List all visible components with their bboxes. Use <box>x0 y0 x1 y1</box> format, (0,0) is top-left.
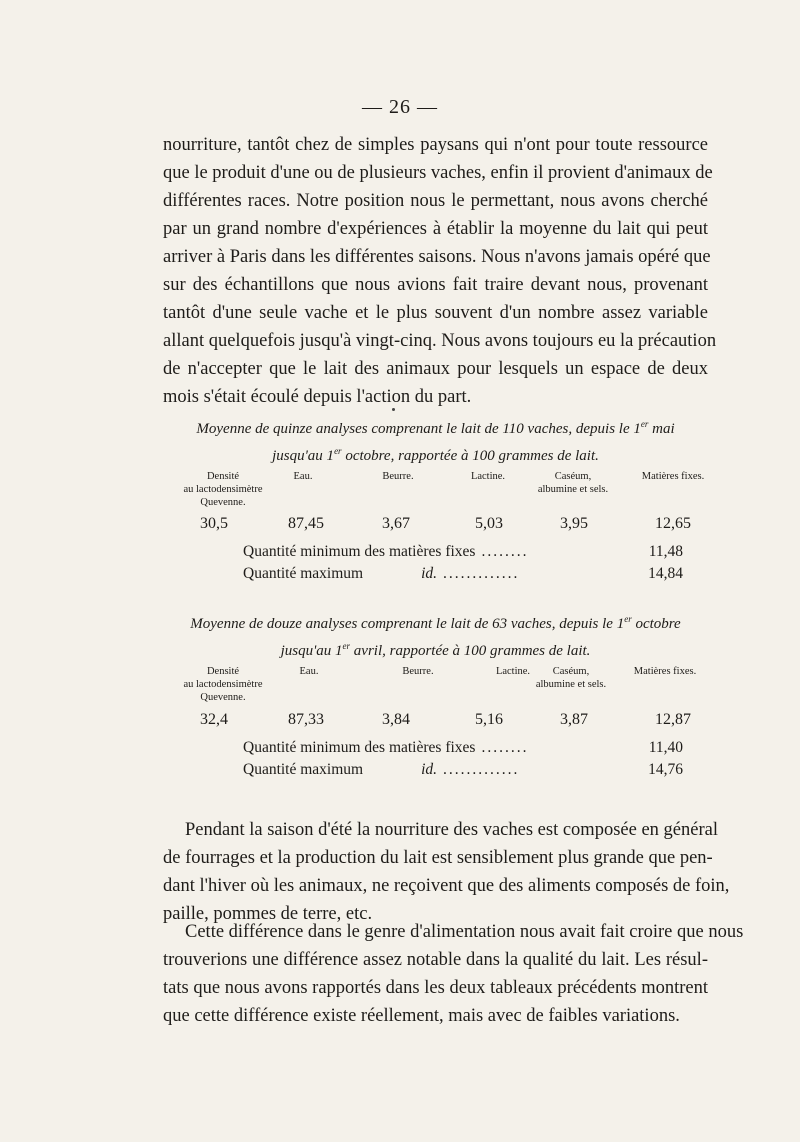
paragraph-intro <box>163 131 717 411</box>
column-header-caseum: Caséum, albumine et sels. <box>535 666 607 690</box>
column-header-caseum: Caséum, albumine et sels. <box>537 471 609 495</box>
text-line: de fourrages et la production du lait est sensiblement plus grande que pen- <box>163 848 713 868</box>
value-caseum: 3,87 <box>560 711 588 728</box>
table-2-summary <box>243 737 683 781</box>
text-line: Pendant la saison d'été la nourriture des vaches est composée en général <box>185 820 718 840</box>
text-line: allant quelquefois jusqu'à vingt-cinq. Nous avons toujours eu la précaution <box>163 331 717 351</box>
value-lactine: 5,16 <box>475 711 503 728</box>
text-line: Cette différence dans le genre d'alimentation nous avait fait croire que nous <box>185 922 744 942</box>
text-line: mois s'était écoulé depuis l'action du part. <box>163 387 472 407</box>
value-matieres: 12,87 <box>655 711 691 728</box>
value-eau: 87,33 <box>288 711 324 728</box>
column-header-eau: Eau. <box>299 666 319 677</box>
value-lactine: 5,03 <box>475 515 503 532</box>
value-densite: 30,5 <box>200 515 228 532</box>
text-line: trouverions une différence assez notable dans la qualité du lait. Les résul- <box>163 950 708 970</box>
text-line: arriver à Paris dans les différentes saisons. Nous n'avons jamais opéré que <box>163 247 711 267</box>
column-header-lactine: Lactine. <box>470 471 506 482</box>
text-line: dant l'hiver où les animaux, ne reçoivent que des aliments composés de foin, <box>163 876 730 896</box>
summary-min-row: Quantité minimum des matières fixes ........ 11,48 <box>243 543 683 560</box>
column-header-matieres: Matières fixes. <box>641 471 705 482</box>
column-header-eau: Eau. <box>293 471 313 482</box>
text-line: nourriture, tantôt chez de simples paysans qui n'ont pour toute ressource <box>163 135 708 155</box>
summary-max-row: Quantité maximum id. ............. 14,76 <box>243 761 683 778</box>
value-caseum: 3,95 <box>560 515 588 532</box>
text-line: sur des échantillons que nous avions fait traire devant nous, provenant <box>163 275 708 295</box>
column-header-beurre: Beurre. <box>382 471 414 482</box>
column-header-densite: Densité au lactodensimètre Quevenne. <box>183 666 263 703</box>
summary-max-row: Quantité maximum id. ............. 14,84 <box>243 565 683 582</box>
column-header-beurre: Beurre. <box>402 666 434 677</box>
table-1-caption: Moyenne de quinze analyses comprenant le lait de 110 vaches, depuis le 1er mai jusqu'au 1er octobre, rapportée à 100 grammes de lait. <box>196 419 675 464</box>
paragraph-saison <box>163 816 730 928</box>
value-beurre: 3,67 <box>382 515 410 532</box>
paragraph-difference <box>163 918 744 1030</box>
separator-dot <box>392 408 395 411</box>
summary-min-row: Quantité minimum des matières fixes ........ 11,40 <box>243 739 683 756</box>
value-matieres: 12,65 <box>655 515 691 532</box>
text-line: que cette différence existe réellement, mais avec de faibles variations. <box>163 1006 680 1026</box>
text-line: tats que nous avons rapportés dans les deux tableaux précédents montrent <box>163 978 708 998</box>
text-line: de n'accepter que le lait des animaux pour lesquels un espace de deux <box>163 359 708 379</box>
text-line: par un grand nombre d'expériences à établir la moyenne du lait qui peut <box>163 219 708 239</box>
value-eau: 87,45 <box>288 515 324 532</box>
text-line: tantôt d'une seule vache et le plus souvent d'un nombre assez variable <box>163 303 708 323</box>
table-2-caption: Moyenne de douze analyses comprenant le lait de 63 vaches, depuis le 1er octobre jusqu'au 1er avril, rapportée à 100 grammes de lait. <box>190 614 681 659</box>
column-header-matieres: Matières fixes. <box>633 666 697 677</box>
column-header-densite: Densité au lactodensimètre Quevenne. <box>183 471 263 508</box>
text-line: différentes races. Notre position nous le permettant, nous avons cherché <box>163 191 708 211</box>
text-line: paille, pommes de terre, etc. <box>163 904 373 924</box>
page-number: — 26 — <box>362 96 438 118</box>
value-densite: 32,4 <box>200 711 228 728</box>
table-1-summary <box>243 541 683 585</box>
column-header-lactine: Lactine. <box>495 666 531 677</box>
value-beurre: 3,84 <box>382 711 410 728</box>
text-line: que le produit d'une ou de plusieurs vaches, enfin il provient d'animaux de <box>163 163 713 183</box>
